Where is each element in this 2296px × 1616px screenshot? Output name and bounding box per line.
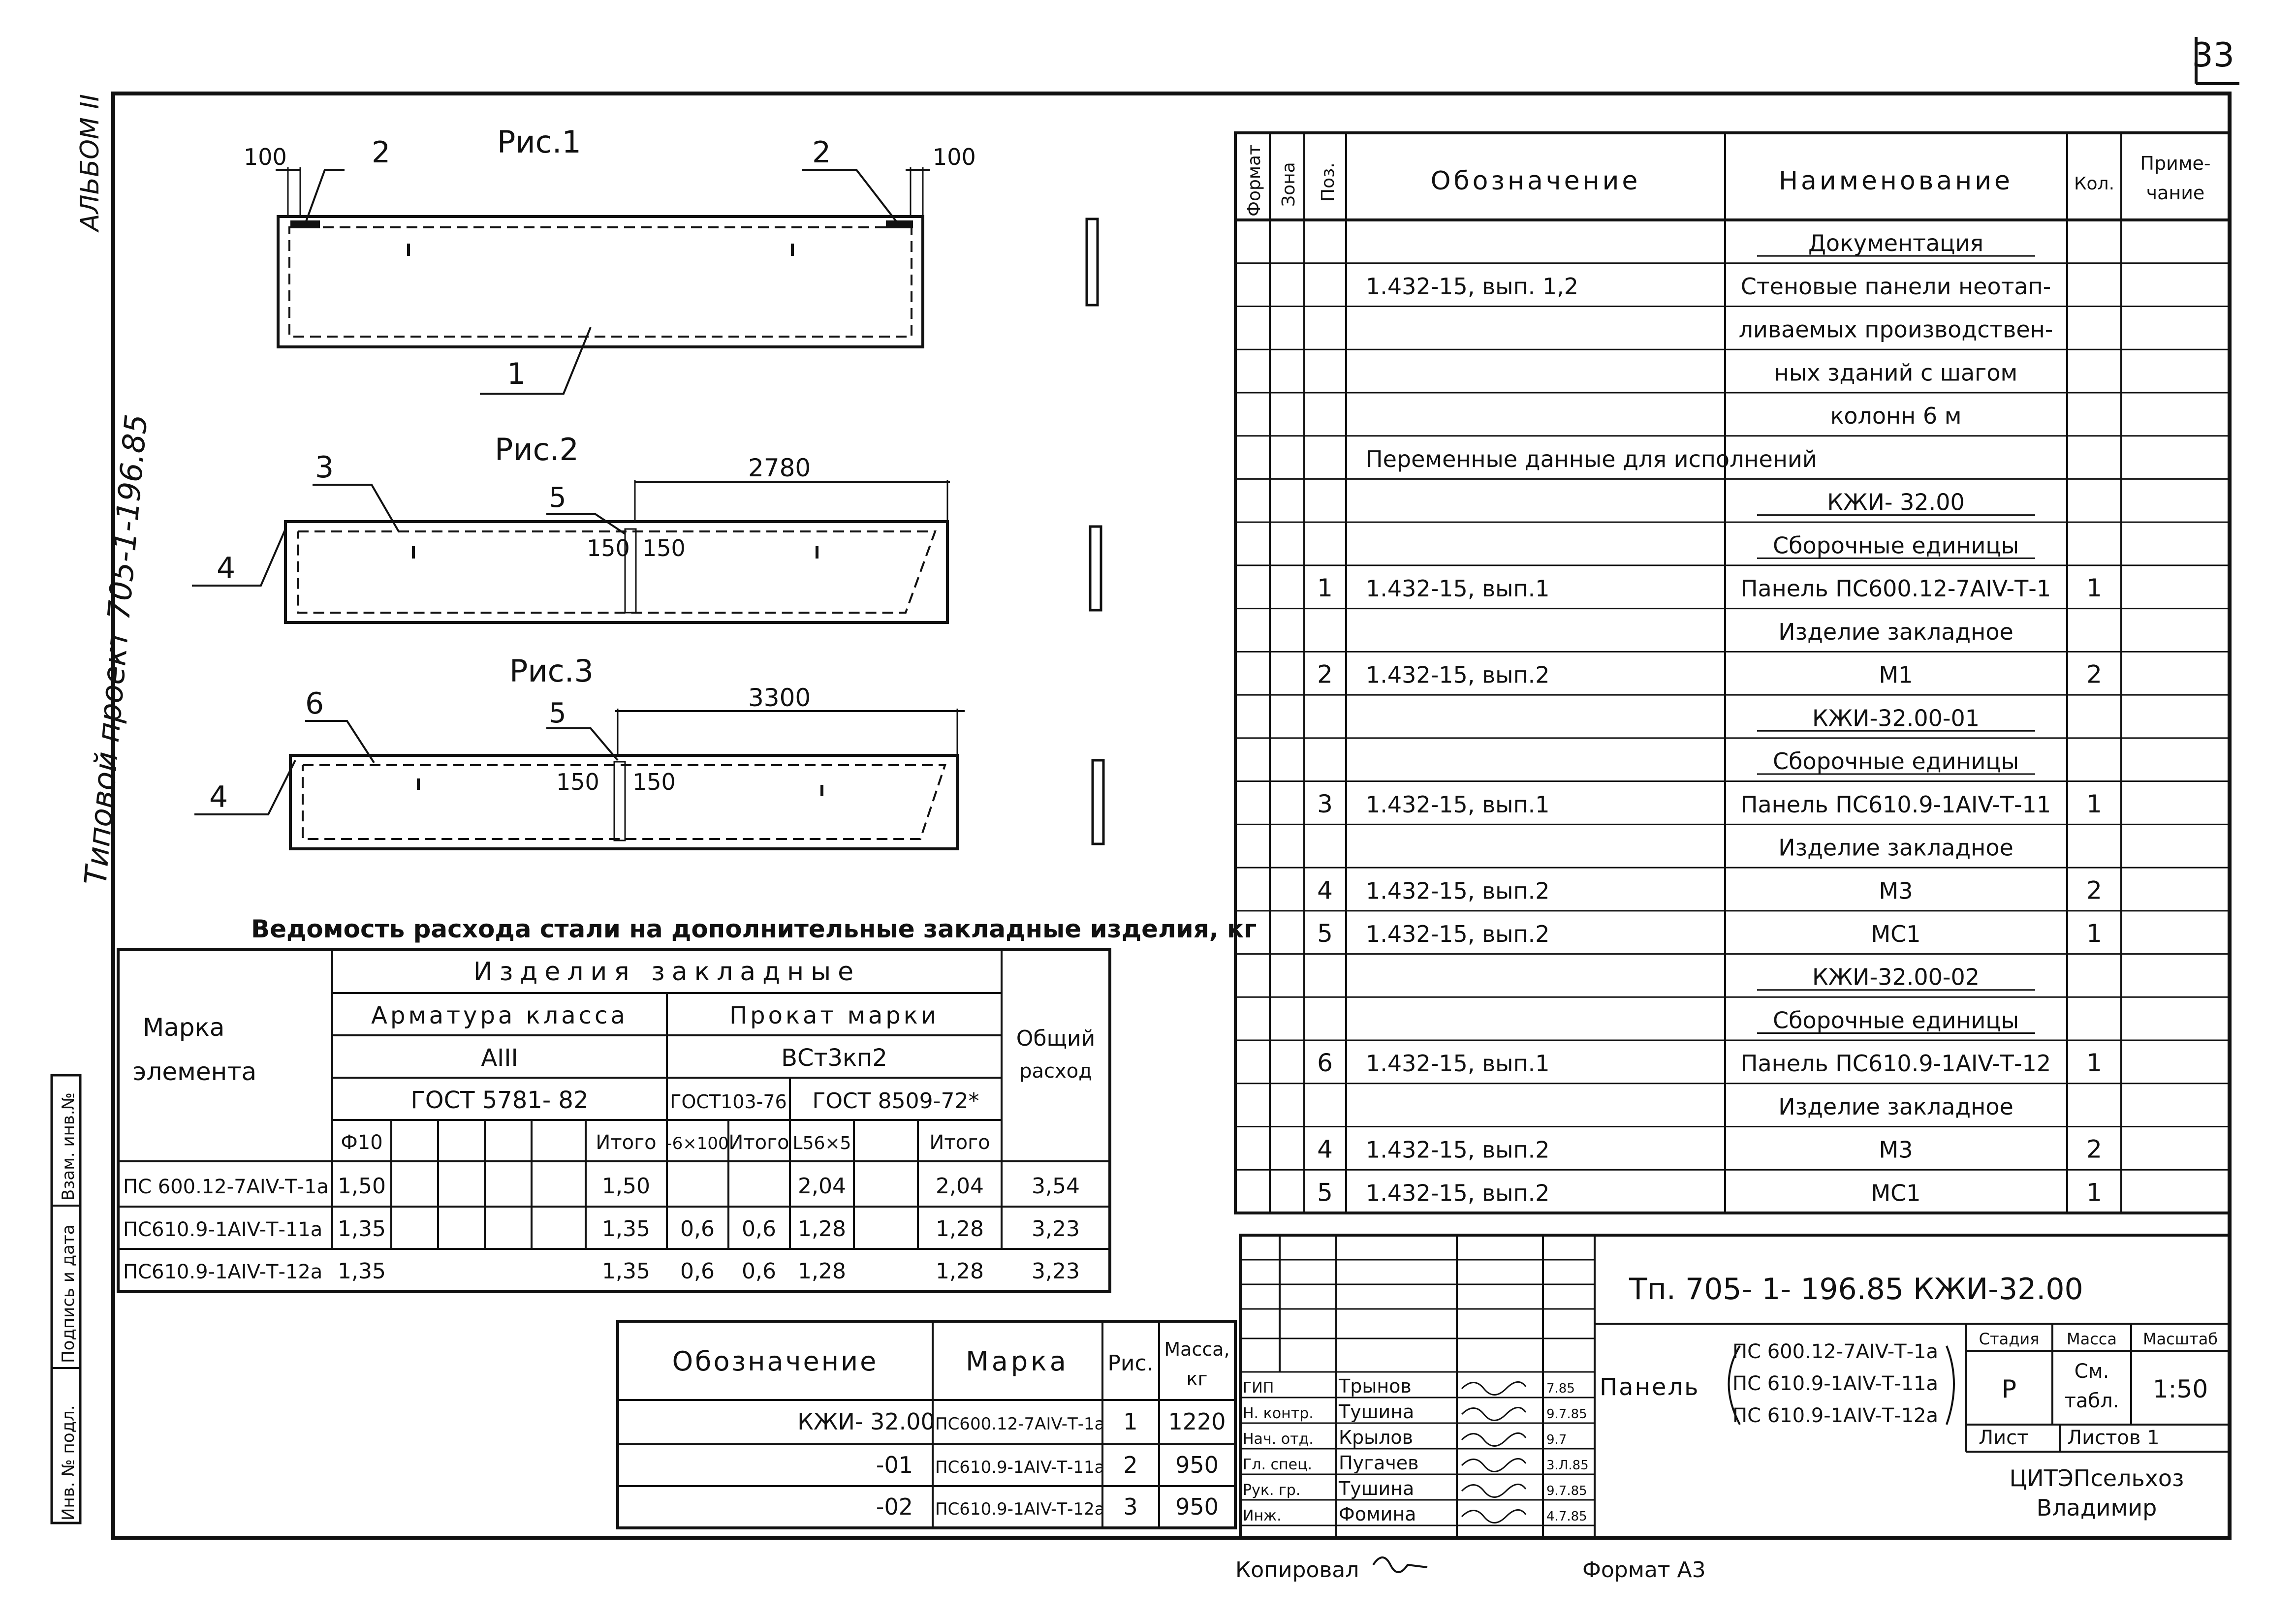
variants-row-3-mark: ПС610.9-1АIV-Т-12а	[935, 1499, 1105, 1519]
variants-h-mass-2: кг	[1186, 1368, 1208, 1390]
steel-sub-total-1: Итого	[596, 1131, 657, 1154]
steel-sub-total-3: Итого	[929, 1131, 990, 1154]
steel-row-3-it3: 1,28	[936, 1259, 984, 1284]
signature-name: Тушина	[1339, 1401, 1415, 1423]
steel-row-2-mark: ПС610.9-1АIV-Т-11а	[123, 1218, 323, 1241]
signature-date: 7.85	[1546, 1381, 1575, 1396]
spec-row-pos: 2	[1317, 660, 1333, 689]
steel-h-mark-2: элемента	[133, 1057, 257, 1086]
spec-row-qty: 2	[2086, 660, 2102, 689]
handwritten-signature	[1462, 1382, 1526, 1395]
steel-row-3-it2: 0,6	[742, 1259, 776, 1284]
steel-row-2-total: 3,23	[1032, 1216, 1080, 1242]
variants-row-3-desig: -02	[876, 1493, 913, 1520]
variants-row-2-fig: 2	[1123, 1452, 1138, 1478]
steel-row-2-strip: 0,6	[680, 1216, 715, 1242]
section-marks	[1087, 219, 1103, 844]
spec-row-name: Сборочные единицы	[1772, 748, 2019, 775]
variants-table	[618, 1321, 1235, 1528]
fig1-title: Рис.1	[497, 124, 581, 160]
spec-h-note-2: чание	[2146, 182, 2205, 204]
spec-row-designation: 1.432-15, вып.2	[1366, 920, 1550, 947]
steel-row-2-f10: 1,35	[338, 1216, 386, 1242]
fig2-dim-150b: 150	[642, 535, 686, 561]
footer-format: Формат А3	[1582, 1557, 1706, 1583]
spec-row-pos: 4	[1317, 1135, 1333, 1164]
signature-date-label: Подпись и дата	[59, 1224, 78, 1363]
spec-row-qty: 1	[2086, 789, 2102, 818]
spec-row-name: КЖИ- 32.00	[1827, 489, 1965, 516]
variants-row-3-mass: 950	[1175, 1493, 1219, 1520]
spec-row-name: Стеновые панели неотап-	[1740, 273, 2051, 300]
title-h-mass: Масса	[2066, 1330, 2117, 1348]
fig2-dim-150a: 150	[587, 535, 630, 561]
title-product: Панель	[1600, 1373, 1700, 1401]
steel-row-2-it1: 1,35	[602, 1216, 650, 1242]
spec-h-qty: Кол.	[2074, 174, 2115, 194]
handwritten-signature	[1462, 1459, 1526, 1471]
steel-h-rolled-value: ВСт3кп2	[781, 1044, 887, 1072]
variants-row-1-mark: ПС600.12-7АIV-Т-1а	[935, 1414, 1105, 1434]
fig1-callout-1: 1	[507, 357, 526, 391]
spec-row-designation: 1.432-15, вып.2	[1366, 877, 1550, 904]
spec-row-name: М3	[1879, 1136, 1913, 1163]
variants-h-mark: Марка	[966, 1346, 1069, 1377]
spec-row-name: Сборочные единицы	[1772, 1007, 2019, 1034]
fig2-title: Рис.2	[495, 432, 579, 467]
title-h-stage: Стадия	[1979, 1330, 2040, 1348]
spec-h-designation: Обозначение	[1430, 166, 1641, 196]
steel-row-3-angle: 1,28	[798, 1259, 846, 1284]
fig3-dim-span: 3300	[748, 684, 811, 712]
variants-row-1-desig: КЖИ- 32.00	[797, 1408, 935, 1435]
spec-row-designation: 1.432-15, вып.2	[1366, 661, 1550, 688]
signature-name: Тушина	[1339, 1478, 1415, 1499]
signature-role: Нач. отд.	[1243, 1430, 1314, 1448]
handwritten-signature	[1462, 1433, 1526, 1446]
fig3-dim-150a: 150	[556, 769, 599, 795]
variants-row-2-mass: 950	[1175, 1452, 1219, 1478]
steel-row-3-mark: ПС610.9-1АIV-Т-12а	[123, 1261, 323, 1283]
fig3-callout-6: 6	[305, 686, 324, 721]
steel-h-total-2: расход	[1019, 1060, 1092, 1083]
steel-row-3-total: 3,23	[1032, 1259, 1080, 1284]
spec-row-name: Изделие закладное	[1778, 834, 2013, 861]
steel-h-rebar-value: АIII	[481, 1044, 518, 1072]
title-stage: Р	[2001, 1375, 2017, 1403]
steel-row-3-f10: 1,35	[338, 1259, 386, 1284]
fig2-dim-span: 2780	[748, 454, 811, 482]
spec-row-designation: 1.432-15, вып.1	[1366, 1050, 1550, 1077]
fig3-callout-4: 4	[209, 780, 228, 814]
spec-row-qty: 1	[2086, 1178, 2102, 1207]
spec-row-designation: 1.432-15, вып.2	[1366, 1180, 1550, 1207]
spec-h-name: Наименование	[1778, 166, 2013, 196]
variants-row-1-fig: 1	[1123, 1408, 1138, 1435]
steel-h-total-1: Общий	[1016, 1026, 1096, 1051]
steel-row-1-f10: 1,50	[338, 1174, 386, 1199]
signature-name: Крылов	[1339, 1427, 1414, 1448]
variants-h-fig: Рис.	[1107, 1351, 1154, 1376]
spec-row-name: Панель ПС610.9-1АIV-Т-11	[1740, 791, 2051, 818]
handwritten-signature	[1462, 1407, 1526, 1420]
variants-row-2-desig: -01	[876, 1452, 913, 1478]
fig1-dim-right: 100	[933, 144, 976, 170]
signature-name: Трынов	[1339, 1375, 1412, 1397]
spec-row-pos: 4	[1317, 876, 1333, 905]
fig2-callout-4: 4	[217, 551, 236, 586]
spec-row-name: Сборочные единицы	[1772, 532, 2019, 559]
spec-row-name: Документация	[1808, 230, 1984, 257]
spec-row-pos: 5	[1317, 919, 1333, 948]
title-mass-1: См.	[2074, 1360, 2109, 1383]
inventory-label: Инв. № подл.	[59, 1405, 78, 1521]
spec-row-name: Панель ПС600.12-7АIV-Т-1	[1740, 575, 2051, 602]
variants-row-3-fig: 3	[1123, 1493, 1138, 1520]
title-sheets-label: Листов 1	[2067, 1427, 2160, 1449]
title-mark-1: ПС 600.12-7АIV-Т-1а	[1732, 1340, 1939, 1363]
steel-h-mark-1: Марка	[143, 1013, 225, 1042]
signature-date: 9.7.85	[1546, 1484, 1587, 1498]
spec-row-qty: 2	[2086, 876, 2102, 905]
title-mark-3: ПС 610.9-1АIV-Т-12а	[1732, 1404, 1939, 1427]
spec-row-name: Изделие закладное	[1778, 1093, 2013, 1120]
steel-row-1-it1: 1,50	[602, 1174, 650, 1199]
variants-row-2-mark: ПС610.9-1АIV-Т-11а	[935, 1458, 1105, 1477]
spec-h-pos: Поз.	[1318, 162, 1338, 202]
spec-row-designation: 1.432-15, вып.1	[1366, 791, 1550, 818]
project-label: Типовой проект 705-1-196.85	[77, 412, 155, 887]
fig2-callout-3: 3	[315, 450, 334, 485]
spec-table	[1235, 133, 2230, 1213]
fig1-dim-left: 100	[244, 144, 287, 170]
steel-sub-total-2: Итого	[728, 1131, 789, 1154]
spec-h-zone: Зона	[1279, 162, 1299, 207]
steel-sub-angle: L56×5	[792, 1133, 851, 1153]
signature-role: Рук. гр.	[1243, 1482, 1301, 1499]
figure-2	[192, 432, 950, 622]
spec-row-designation: 1.432-15, вып. 1,2	[1366, 273, 1578, 300]
spec-row-name: ных зданий с шагом	[1774, 359, 2018, 386]
signature-role: Н. контр.	[1243, 1405, 1314, 1422]
title-org-1: ЦИТЭПсельхоз	[2009, 1465, 2184, 1492]
fig2-callout-5: 5	[549, 482, 566, 514]
spec-h-note-1: Приме-	[2140, 153, 2211, 174]
figure-3	[194, 653, 965, 849]
title-h-scale: Масштаб	[2142, 1330, 2218, 1348]
footer-copied: Копировал	[1235, 1557, 1359, 1583]
spec-row-name: М1	[1879, 661, 1913, 688]
title-code: Тп. 705- 1- 196.85 КЖИ-32.00	[1629, 1272, 2083, 1306]
sheet-number: 33	[2192, 36, 2234, 75]
album-label: АЛЬБОМ II	[75, 93, 105, 231]
spec-row-qty: 1	[2086, 919, 2102, 948]
spec-row-qty: 1	[2086, 574, 2102, 603]
steel-h-rebar-gost: ГОСТ 5781- 82	[410, 1087, 589, 1114]
handwritten-signature	[1462, 1484, 1526, 1497]
steel-row-2-it2: 0,6	[742, 1216, 776, 1242]
variants-h-designation: Обозначение	[672, 1346, 879, 1377]
fig3-title: Рис.3	[509, 653, 594, 689]
signature-date: 9.7.85	[1546, 1407, 1587, 1422]
spec-row-designation: Переменные данные для исполнений	[1366, 445, 1817, 472]
steel-row-2-it3: 1,28	[936, 1216, 984, 1242]
spec-row-name: ливаемых производствен-	[1738, 316, 2053, 343]
steel-h-rolled: Прокат марки	[729, 1002, 939, 1029]
steel-h-gost8509: ГОСТ 8509-72*	[812, 1088, 979, 1114]
spec-row-pos: 5	[1317, 1178, 1333, 1207]
spec-row-pos: 3	[1317, 789, 1333, 818]
steel-table	[118, 915, 1257, 1292]
steel-row-2-angle: 1,28	[798, 1216, 846, 1242]
title-mass-2: табл.	[2064, 1390, 2119, 1412]
spec-row-pos: 6	[1317, 1049, 1333, 1078]
fig1-callout-2b: 2	[812, 135, 831, 170]
title-block	[1240, 1235, 2230, 1538]
steel-row-3-it1: 1,35	[602, 1259, 650, 1284]
variants-h-mass-1: Масса,	[1164, 1338, 1230, 1360]
title-mark-2: ПС 610.9-1АIV-Т-11а	[1732, 1372, 1939, 1395]
fig3-callout-5: 5	[549, 697, 566, 729]
handwritten-signature	[1462, 1510, 1526, 1523]
steel-row-1-it3: 2,04	[936, 1174, 984, 1199]
steel-row-3-strip: 0,6	[680, 1259, 715, 1284]
signature-date: 4.7.85	[1546, 1509, 1587, 1524]
signature-date: 3.Л.85	[1546, 1458, 1589, 1473]
figure-1	[244, 124, 976, 394]
spec-row-name: МС1	[1871, 1180, 1921, 1207]
signature-role: Инж.	[1243, 1507, 1282, 1524]
signature-role: ГИП	[1243, 1379, 1274, 1397]
signature-name: Фомина	[1339, 1503, 1416, 1525]
replace-inv-label: Взам. инв.№	[59, 1092, 78, 1201]
spec-row-pos: 1	[1317, 574, 1333, 603]
copier-signature	[1373, 1557, 1427, 1572]
spec-row-name: КЖИ-32.00-02	[1812, 963, 1980, 991]
steel-h-items: Изделия закладные	[473, 957, 861, 987]
spec-row-name: М3	[1879, 877, 1913, 904]
spec-row-qty: 2	[2086, 1135, 2102, 1164]
title-scale: 1:50	[2152, 1375, 2208, 1403]
spec-row-name: МС1	[1871, 920, 1921, 947]
spec-row-name: КЖИ-32.00-01	[1812, 705, 1980, 732]
steel-row-1-angle: 2,04	[798, 1174, 846, 1199]
steel-h-rebar-class: Арматура класса	[371, 1002, 628, 1029]
title-sheet-label: Лист	[1979, 1427, 2029, 1449]
steel-sub-strip: -6×100	[666, 1134, 729, 1153]
signature-date: 9.7	[1546, 1432, 1567, 1447]
fig1-callout-2a: 2	[372, 135, 391, 170]
spec-row-name: Панель ПС610.9-1АIV-Т-12	[1740, 1050, 2051, 1077]
variants-row-1-mass: 1220	[1168, 1408, 1226, 1435]
spec-row-designation: 1.432-15, вып.2	[1366, 1136, 1550, 1163]
title-org-2: Владимир	[2036, 1494, 2157, 1521]
signature-role: Гл. спец.	[1243, 1456, 1313, 1473]
steel-h-gost103: ГОСТ103-76	[670, 1091, 787, 1113]
spec-h-format: Формат	[1244, 144, 1264, 217]
steel-row-1-total: 3,54	[1032, 1174, 1080, 1199]
steel-row-1-mark: ПС 600.12-7АIV-Т-1а	[123, 1176, 329, 1198]
steel-table-title: Ведомость расхода стали на дополнительные закладные изделия, кг	[251, 915, 1257, 943]
sheet-frame	[113, 37, 2239, 1538]
spec-row-name: Изделие закладное	[1778, 618, 2013, 645]
spec-row-qty: 1	[2086, 1049, 2102, 1078]
spec-row-name: колонн 6 м	[1830, 403, 1962, 430]
fig3-dim-150b: 150	[632, 769, 676, 795]
signature-name: Пугачев	[1339, 1452, 1419, 1474]
steel-sub-f10: Ф10	[341, 1131, 383, 1154]
spec-row-designation: 1.432-15, вып.1	[1366, 575, 1550, 602]
